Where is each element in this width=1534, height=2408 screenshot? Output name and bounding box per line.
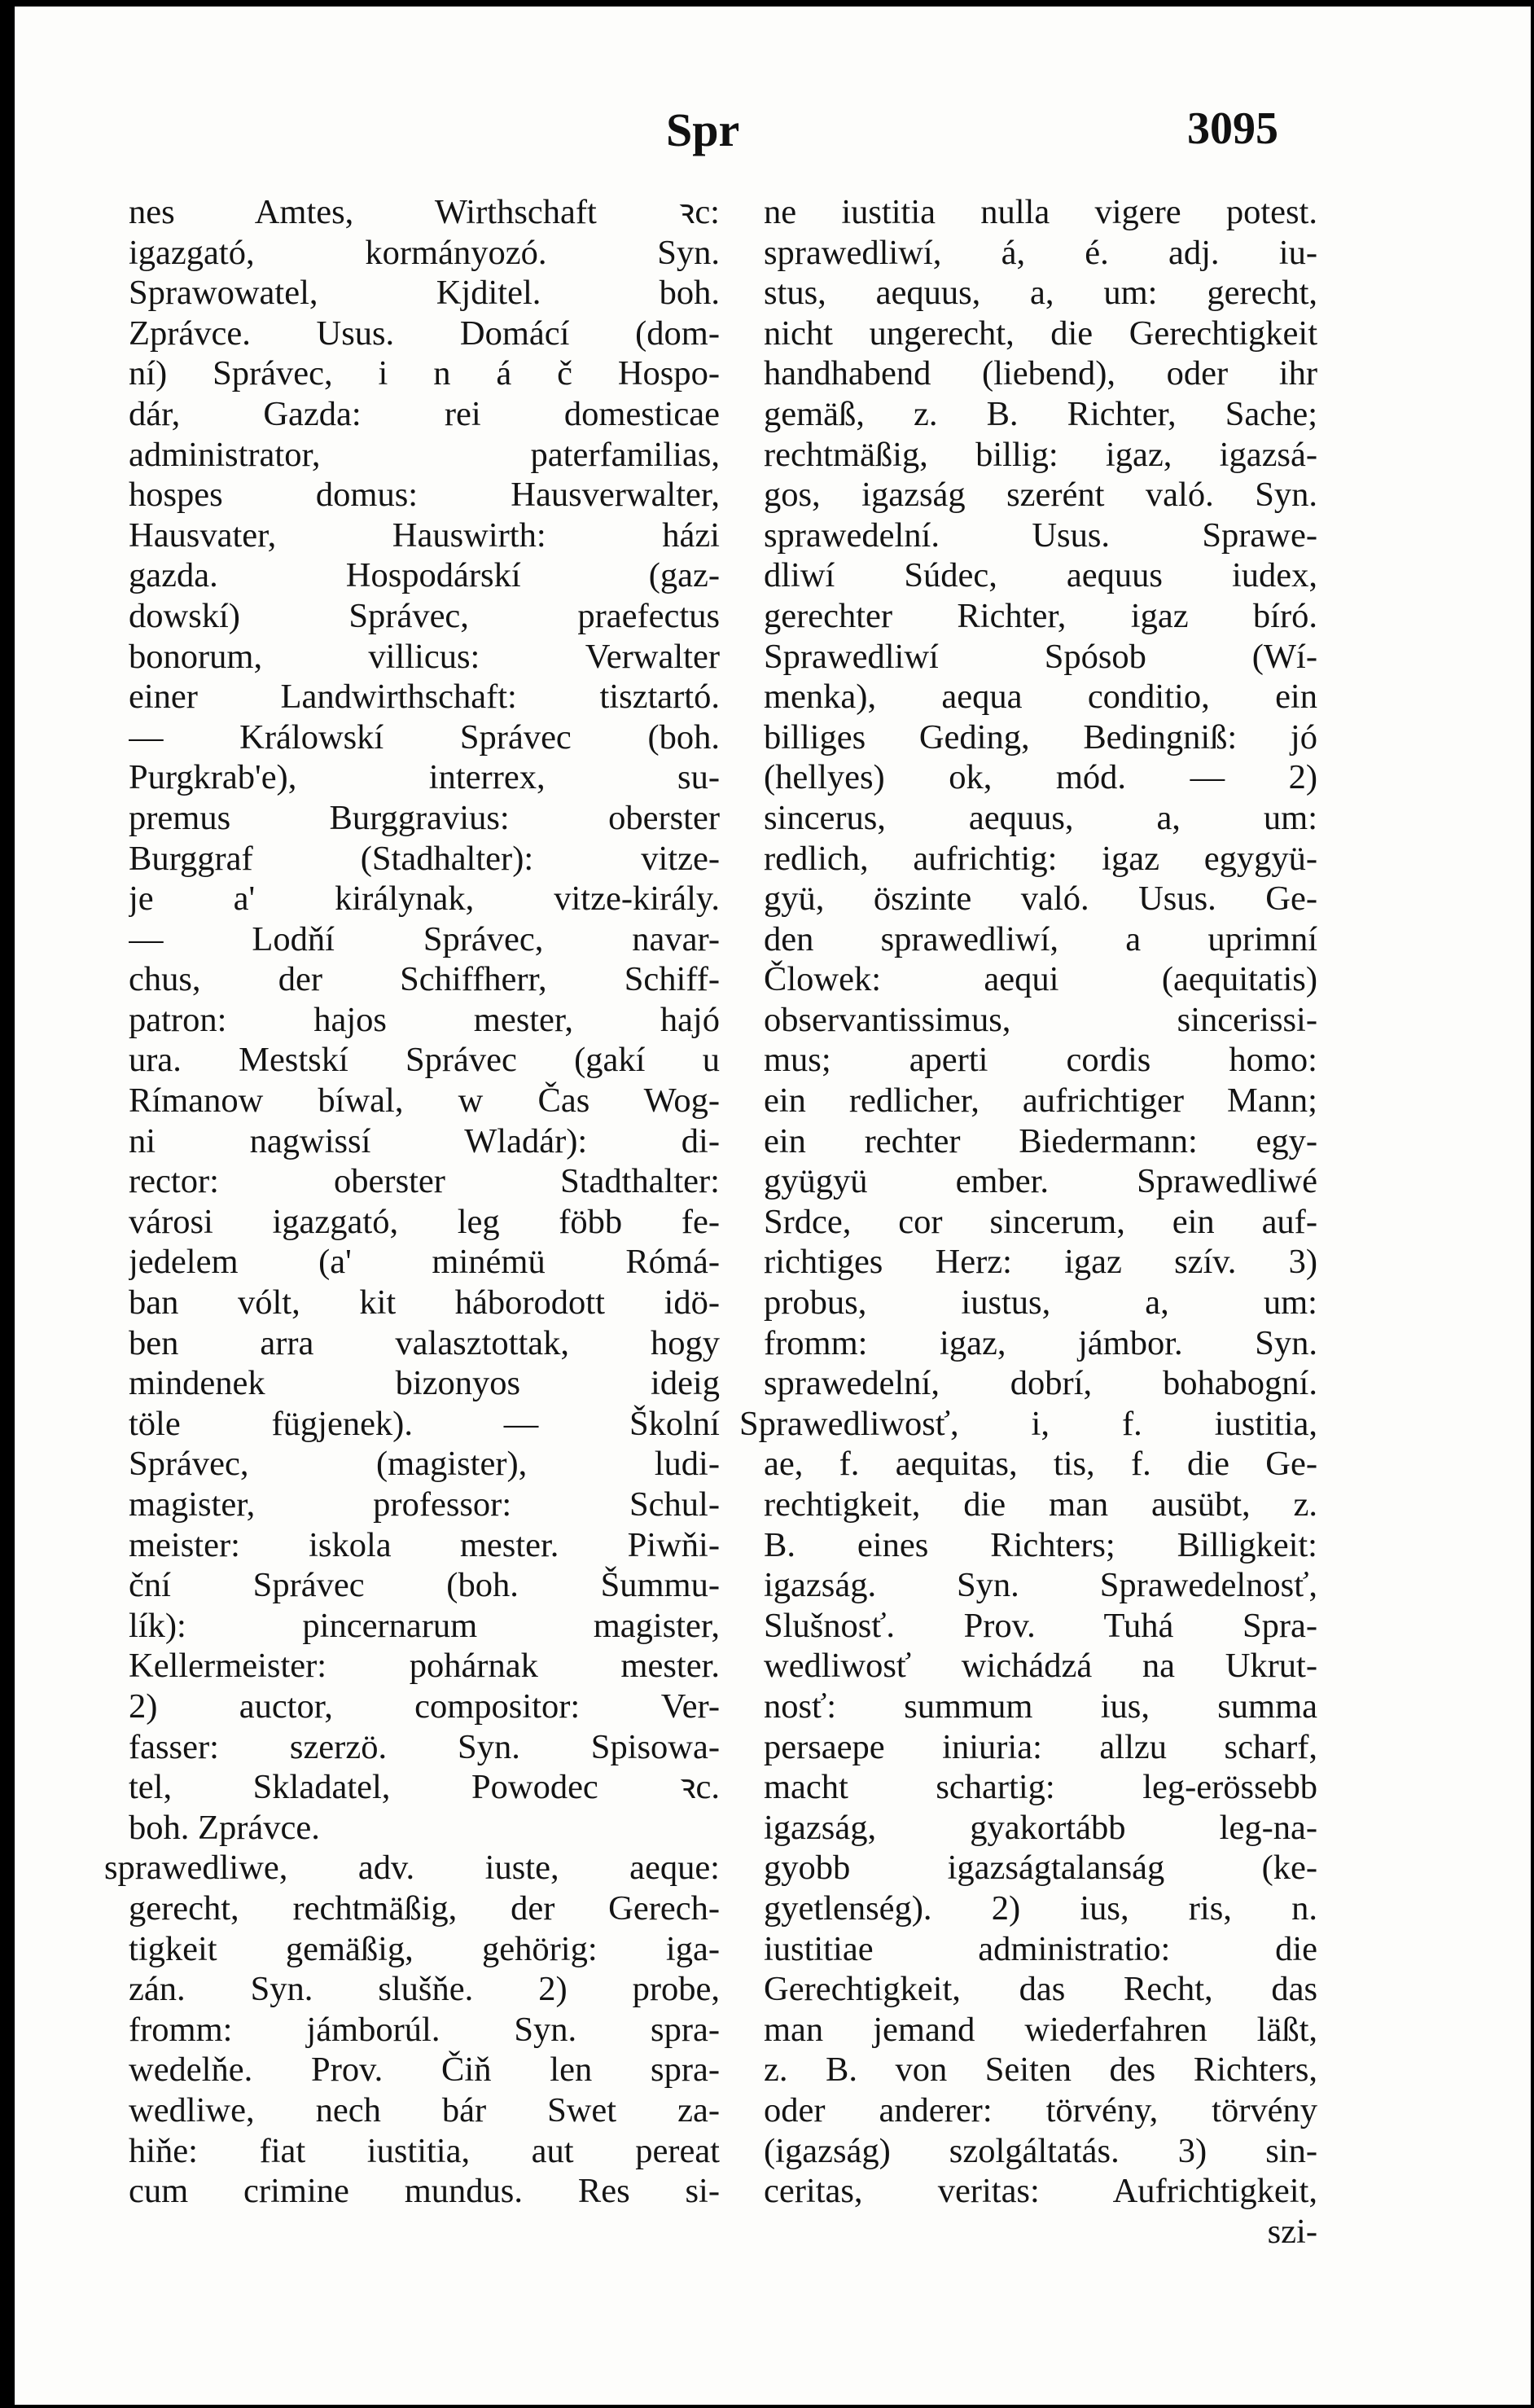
text-line: gazda. Hospodárskí (gaz- <box>129 556 720 595</box>
text-line: gos, igazság szerént való. Syn. <box>764 476 1317 515</box>
text-line: ben arra valasztottak, hogy <box>129 1323 720 1362</box>
text-line: gyü, öszinte való. Usus. Ge- <box>764 879 1317 919</box>
text-line: Gerechtigkeit, das Recht, das <box>764 1970 1317 2009</box>
text-line: városi igazgató, leg föbb fe- <box>129 1202 720 1241</box>
text-line: redlich, aufrichtig: igaz egygyü- <box>764 839 1317 878</box>
text-line: ban vólt, kit háborodott idö- <box>129 1283 720 1322</box>
text-line: gyetlenség). 2) ius, ris, n. <box>764 1888 1317 1928</box>
text-line: Sprawowatel, Kjditel. boh. <box>129 274 720 313</box>
text-line: gerecht, rechtmäßig, der Gerech- <box>129 1888 720 1928</box>
text-line: lík): pincernarum magister, <box>129 1606 720 1645</box>
text-line: (igazság) szolgáltatás. 3) sin- <box>764 2131 1317 2170</box>
page-header <box>15 103 1531 160</box>
text-line: Burggraf (Stadhalter): vitze- <box>129 839 720 878</box>
text-line: observantissimus, sincerissi- <box>764 1000 1317 1039</box>
text-line: mus; aperti cordis homo: <box>764 1041 1317 1080</box>
text-line: sincerus, aequus, a, um: <box>764 798 1317 837</box>
text-line: rector: oberster Stadthalter: <box>129 1162 720 1201</box>
text-line: iustitiae administratio: die <box>764 1929 1317 1968</box>
text-line: richtiges Herz: igaz szív. 3) <box>764 1243 1317 1282</box>
text-line: ein rechter Biedermann: egy- <box>764 1121 1317 1160</box>
text-line: hospes domus: Hausverwalter, <box>129 476 720 515</box>
text-line: sprawedliwe, adv. iuste, aeque: <box>104 1849 720 1888</box>
text-line: gemäß, z. B. Richter, Sache; <box>764 394 1317 433</box>
text-line: rechtmäßig, billig: igaz, igazsá- <box>764 435 1317 474</box>
text-line: — Králowskí Správec (boh. <box>129 717 720 757</box>
text-line: Kellermeister: pohárnak mester. <box>129 1647 720 1686</box>
text-line: igazság. Syn. Sprawedelnosť, <box>764 1566 1317 1605</box>
text-line: wedelňe. Prov. Čiň len spra- <box>129 2051 720 2090</box>
text-line: cum crimine mundus. Res si- <box>129 2172 720 2211</box>
text-line: oder anderer: törvény, törvény <box>764 2090 1317 2129</box>
text-line: — Lodňí Správec, navar- <box>129 919 720 958</box>
text-line: z. B. von Seiten des Richters, <box>764 2051 1317 2090</box>
text-line: Zprávce. Usus. Domácí (dom- <box>129 314 720 353</box>
text-line: tigkeit gemäßig, gehörig: iga- <box>129 1929 720 1968</box>
text-line: ni nagwissí Wladár): di- <box>129 1121 720 1160</box>
text-line: ceritas, veritas: Aufrichtigkeit, <box>764 2172 1317 2211</box>
dictionary-page <box>15 7 1531 2405</box>
text-line: chus, der Schiffherr, Schiff- <box>129 960 720 999</box>
text-line: igazság, gyakortább leg-na- <box>764 1808 1317 1847</box>
text-line: einer Landwirthschaft: tisztartó. <box>129 678 720 717</box>
text-line: bonorum, villicus: Verwalter <box>129 637 720 676</box>
text-line: handhabend (liebend), oder ihr <box>764 354 1317 393</box>
text-line: igazgató, kormányozó. Syn. <box>129 233 720 272</box>
text-line: nes Amtes, Wirthschaft ꝛc: <box>129 193 720 231</box>
text-line: gerechter Richter, igaz bíró. <box>764 596 1317 635</box>
text-line: rechtigkeit, die man ausübt, z. <box>764 1485 1317 1524</box>
text-line: B. eines Richters; Billigkeit: <box>764 1525 1317 1564</box>
text-line: Správec, (magister), ludi- <box>129 1445 720 1484</box>
page-number: 3095 <box>1187 103 1278 154</box>
text-line: je a' királynak, vitze-király. <box>129 879 720 919</box>
text-line: administrator, paterfamilias, <box>129 435 720 474</box>
text-line: probus, iustus, a, um: <box>764 1283 1317 1322</box>
text-line: dliwí Súdec, aequus iudex, <box>764 556 1317 595</box>
text-line: sprawedelní. Usus. Sprawe- <box>764 515 1317 555</box>
text-line: patron: hajos mester, hajó <box>129 1000 720 1039</box>
text-line: ne iustitia nulla vigere potest. <box>764 193 1317 231</box>
text-line: Srdce, cor sincerum, ein auf- <box>764 1202 1317 1241</box>
text-line: menka), aequa conditio, ein <box>764 678 1317 717</box>
text-line: mindenek bizonyos ideig <box>129 1364 720 1403</box>
text-line: nosť: summum ius, summa <box>764 1686 1317 1726</box>
text-line: Rímanow bíwal, w Čas Wog- <box>129 1081 720 1121</box>
text-line: Purgkrab'e), interrex, su- <box>129 758 720 797</box>
text-line: gyügyü ember. Sprawedliwé <box>764 1162 1317 1201</box>
text-line: Sprawedliwosť, i, f. iustitia, <box>739 1404 1317 1443</box>
text-line: töle fügjenek). — Školní <box>129 1404 720 1443</box>
text-line: ční Správec (boh. Šummu- <box>129 1566 720 1605</box>
running-head: Spr <box>666 103 740 156</box>
text-line: wedliwosť wichádzá na Ukrut- <box>764 1647 1317 1686</box>
text-line: magister, professor: Schul- <box>129 1485 720 1524</box>
text-line: stus, aequus, a, um: gerecht, <box>764 274 1317 313</box>
text-line: zán. Syn. slušňe. 2) probe, <box>129 1970 720 2009</box>
text-line: den sprawedliwí, a uprimní <box>764 919 1317 958</box>
text-line: macht schartig: leg-erössebb <box>764 1768 1317 1807</box>
text-line: persaepe iniuria: allzu scharf, <box>764 1727 1317 1766</box>
text-line: Hausvater, Hauswirth: házi <box>129 515 720 555</box>
text-line: szi- <box>1267 2212 1317 2251</box>
text-line: billiges Geding, Bedingniß: jó <box>764 717 1317 757</box>
text-line: Sprawedliwí Spósob (Wí- <box>764 637 1317 676</box>
text-line: premus Burggravius: oberster <box>129 798 720 837</box>
text-line: sprawedelní, dobrí, bohabogní. <box>764 1364 1317 1403</box>
right-column <box>739 192 1317 2252</box>
text-line: (hellyes) ok, mód. — 2) <box>764 758 1317 797</box>
text-line: fromm: igaz, jámbor. Syn. <box>764 1323 1317 1362</box>
text-line: 2) auctor, compositor: Ver- <box>129 1686 720 1726</box>
left-column <box>104 192 720 2212</box>
text-line: boh. Zprávce. <box>129 1808 320 1847</box>
text-line: ein redlicher, aufrichtiger Mann; <box>764 1081 1317 1121</box>
text-line: wedliwe, nech bár Swet za- <box>129 2090 720 2129</box>
text-line: gyobb igazságtalanság (ke- <box>764 1849 1317 1888</box>
text-line: ura. Mestskí Správec (gakí u <box>129 1041 720 1080</box>
text-line: dowskí) Správec, praefectus <box>129 596 720 635</box>
text-line: nicht ungerecht, die Gerechtigkeit <box>764 314 1317 353</box>
text-line: dár, Gazda: rei domesticae <box>129 394 720 433</box>
text-line: fromm: jámborúl. Syn. spra- <box>129 2010 720 2049</box>
text-line: fasser: szerzö. Syn. Spisowa- <box>129 1727 720 1766</box>
text-line: jedelem (a' minémü Rómá- <box>129 1243 720 1282</box>
text-line: Člowek: aequi (aequitatis) <box>764 960 1317 999</box>
text-line: tel, Skladatel, Powodec ꝛc. <box>129 1768 720 1807</box>
text-line: hiňe: fiat iustitia, aut pereat <box>129 2131 720 2170</box>
text-line: sprawedliwí, á, é. adj. iu- <box>764 233 1317 272</box>
text-line: ní) Správec, i n á č Hospo- <box>129 354 720 393</box>
text-line: man jemand wiederfahren läßt, <box>764 2010 1317 2049</box>
text-line: ae, f. aequitas, tis, f. die Ge- <box>764 1445 1317 1484</box>
text-line: meister: iskola mester. Piwňi- <box>129 1525 720 1564</box>
text-line: Slušnosť. Prov. Tuhá Spra- <box>764 1606 1317 1645</box>
